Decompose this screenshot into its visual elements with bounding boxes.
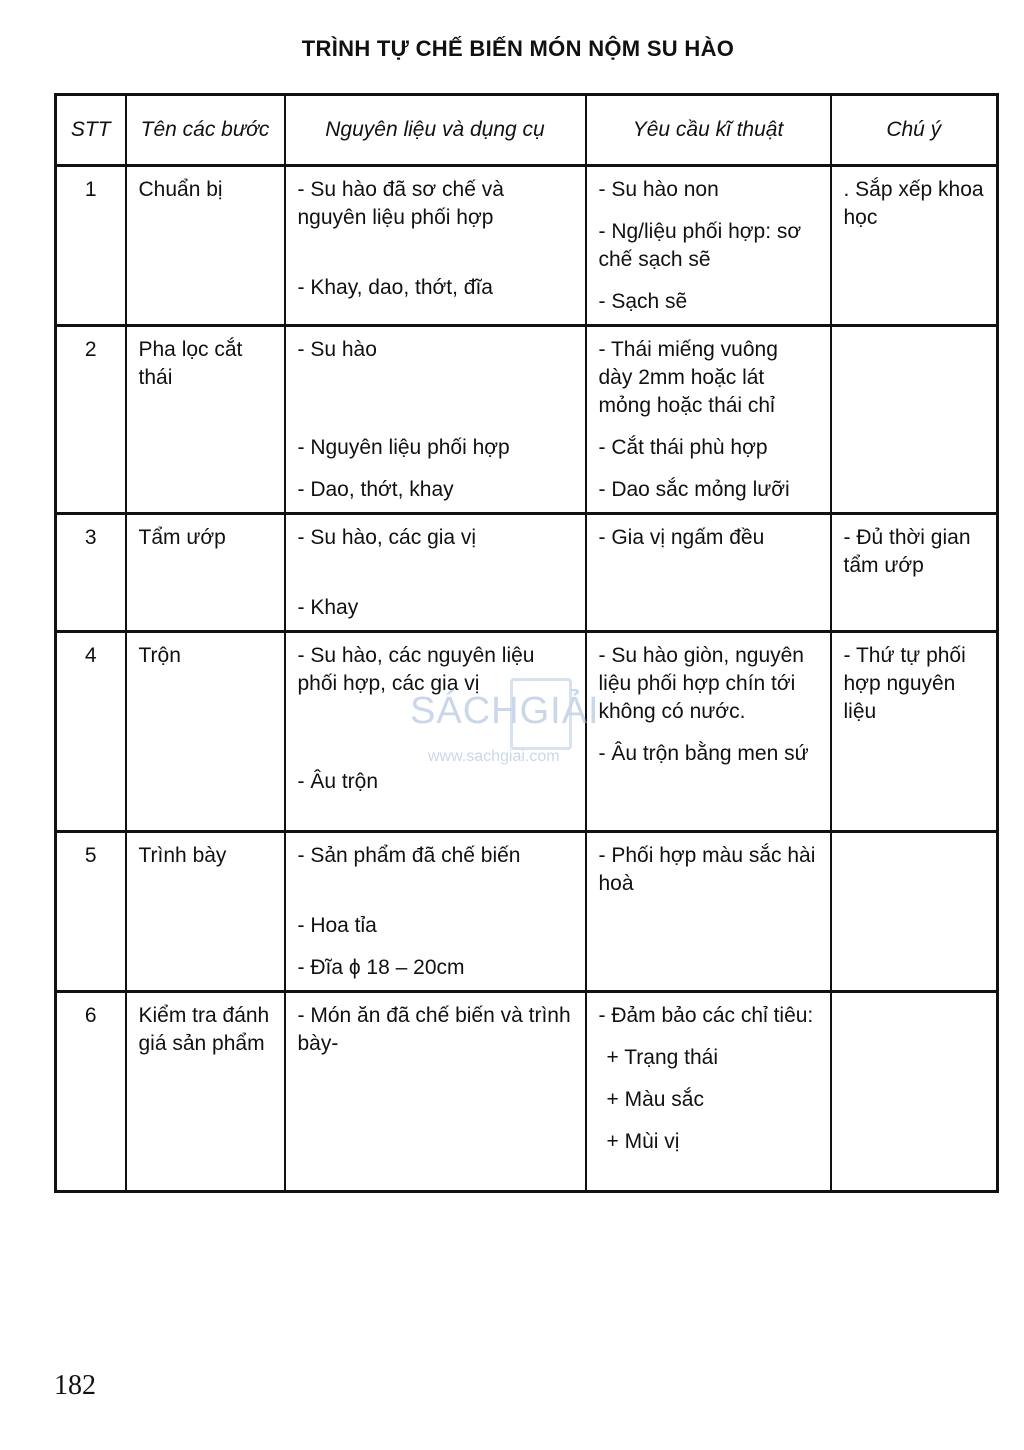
material-item: - Su hào, các nguyên liệu phối hợp, các gia vị bbox=[297, 644, 535, 695]
materials-cell bbox=[285, 514, 586, 632]
table-header-row bbox=[56, 95, 998, 166]
material-item: - Âu trộn bbox=[297, 770, 379, 793]
header-requirements: Yêu cầu kĩ thuật bbox=[586, 95, 831, 166]
notes-cell: - Thứ tự phối hợp nguyên liệu bbox=[831, 632, 998, 832]
material-item: - Su hào đã sơ chế và nguyên liệu phối hợp bbox=[297, 178, 504, 229]
page-number: 182 bbox=[54, 1370, 96, 1401]
step-name: Chuẩn bị bbox=[126, 166, 285, 326]
requirement-item: - Su hào non bbox=[598, 178, 719, 201]
requirement-item: - Gia vị ngấm đều bbox=[598, 526, 765, 549]
row-number: 3 bbox=[56, 514, 126, 632]
process-table bbox=[54, 93, 999, 1193]
notes-cell bbox=[831, 832, 998, 992]
watermark-url: www.sachgiai.com bbox=[428, 748, 560, 765]
notes-cell: . Sắp xếp khoa học bbox=[831, 166, 998, 326]
table-row bbox=[56, 326, 998, 514]
material-item: - Nguyên liệu phối hợp bbox=[297, 436, 510, 459]
table-row bbox=[56, 832, 998, 992]
materials-cell bbox=[285, 632, 586, 832]
step-name: Pha lọc cắt thái bbox=[126, 326, 285, 514]
requirement-item: - Su hào giòn, nguyên liệu phối hợp chín tới không có nước. bbox=[598, 644, 804, 723]
requirement-item: - Ng/liệu phối hợp: sơ chế sạch sẽ bbox=[598, 220, 802, 271]
step-name: Trình bày bbox=[126, 832, 285, 992]
notes-cell: - Đủ thời gian tẩm ướp bbox=[831, 514, 998, 632]
header-step-name: Tên các bước bbox=[126, 95, 285, 166]
step-name: Kiểm tra đánh giá sản phẩm bbox=[126, 992, 285, 1192]
requirement-item: - Âu trộn bằng men sứ bbox=[598, 742, 809, 765]
material-item: - Hoa tỉa bbox=[297, 914, 377, 937]
requirements-cell bbox=[586, 992, 831, 1192]
material-item: - Su hào, các gia vị bbox=[297, 526, 477, 549]
material-item: - Đĩa ϕ 18 – 20cm bbox=[297, 956, 465, 979]
notes-cell bbox=[831, 326, 998, 514]
material-item: - Khay bbox=[297, 596, 359, 619]
materials-cell bbox=[285, 326, 586, 514]
material-item: - Su hào bbox=[297, 338, 377, 361]
requirement-item: - Thái miếng vuông dày 2mm hoặc lát mỏng hoặc thái chỉ bbox=[598, 338, 778, 417]
step-name: Tẩm ướp bbox=[126, 514, 285, 632]
row-number: 6 bbox=[56, 992, 126, 1192]
page-title: TRÌNH TỰ CHẾ BIẾN MÓN NỘM SU HÀO bbox=[301, 36, 735, 61]
row-number: 4 bbox=[56, 632, 126, 832]
row-number: 2 bbox=[56, 326, 126, 514]
material-item: - Món ăn đã chế biến và trình bày- bbox=[297, 1004, 571, 1055]
requirement-item: - Dao sắc mỏng lưỡi bbox=[598, 478, 790, 501]
requirement-item: + Màu sắc bbox=[606, 1088, 704, 1111]
requirement-item: - Đảm bảo các chỉ tiêu: bbox=[598, 1004, 814, 1027]
materials-cell bbox=[285, 992, 586, 1192]
table-row bbox=[56, 992, 998, 1192]
requirement-item: + Trạng thái bbox=[606, 1046, 718, 1069]
requirements-cell bbox=[586, 832, 831, 992]
table-row bbox=[56, 632, 998, 832]
table-row bbox=[56, 514, 998, 632]
header-notes: Chú ý bbox=[831, 95, 998, 166]
row-number: 5 bbox=[56, 832, 126, 992]
header-stt: STT bbox=[56, 95, 126, 166]
step-name: Trộn bbox=[126, 632, 285, 832]
table-row bbox=[56, 166, 998, 326]
requirement-item: + Mùi vị bbox=[606, 1130, 680, 1153]
requirements-cell bbox=[586, 632, 831, 832]
material-item: - Dao, thớt, khay bbox=[297, 478, 454, 501]
material-item: - Khay, dao, thớt, đĩa bbox=[297, 276, 493, 299]
requirements-cell bbox=[586, 166, 831, 326]
notes-cell bbox=[831, 992, 998, 1192]
header-materials: Nguyên liệu và dụng cụ bbox=[285, 95, 586, 166]
watermark-brand: SÁCHGIẢI bbox=[410, 690, 600, 732]
material-item: - Sản phẩm đã chế biến bbox=[297, 844, 521, 867]
materials-cell bbox=[285, 166, 586, 326]
materials-cell bbox=[285, 832, 586, 992]
requirement-item: - Cắt thái phù hợp bbox=[598, 436, 768, 459]
requirements-cell bbox=[586, 326, 831, 514]
row-number: 1 bbox=[56, 166, 126, 326]
requirement-item: - Phối hợp màu sắc hài hoà bbox=[598, 844, 816, 895]
requirement-item: - Sạch sẽ bbox=[598, 290, 688, 313]
requirements-cell bbox=[586, 514, 831, 632]
